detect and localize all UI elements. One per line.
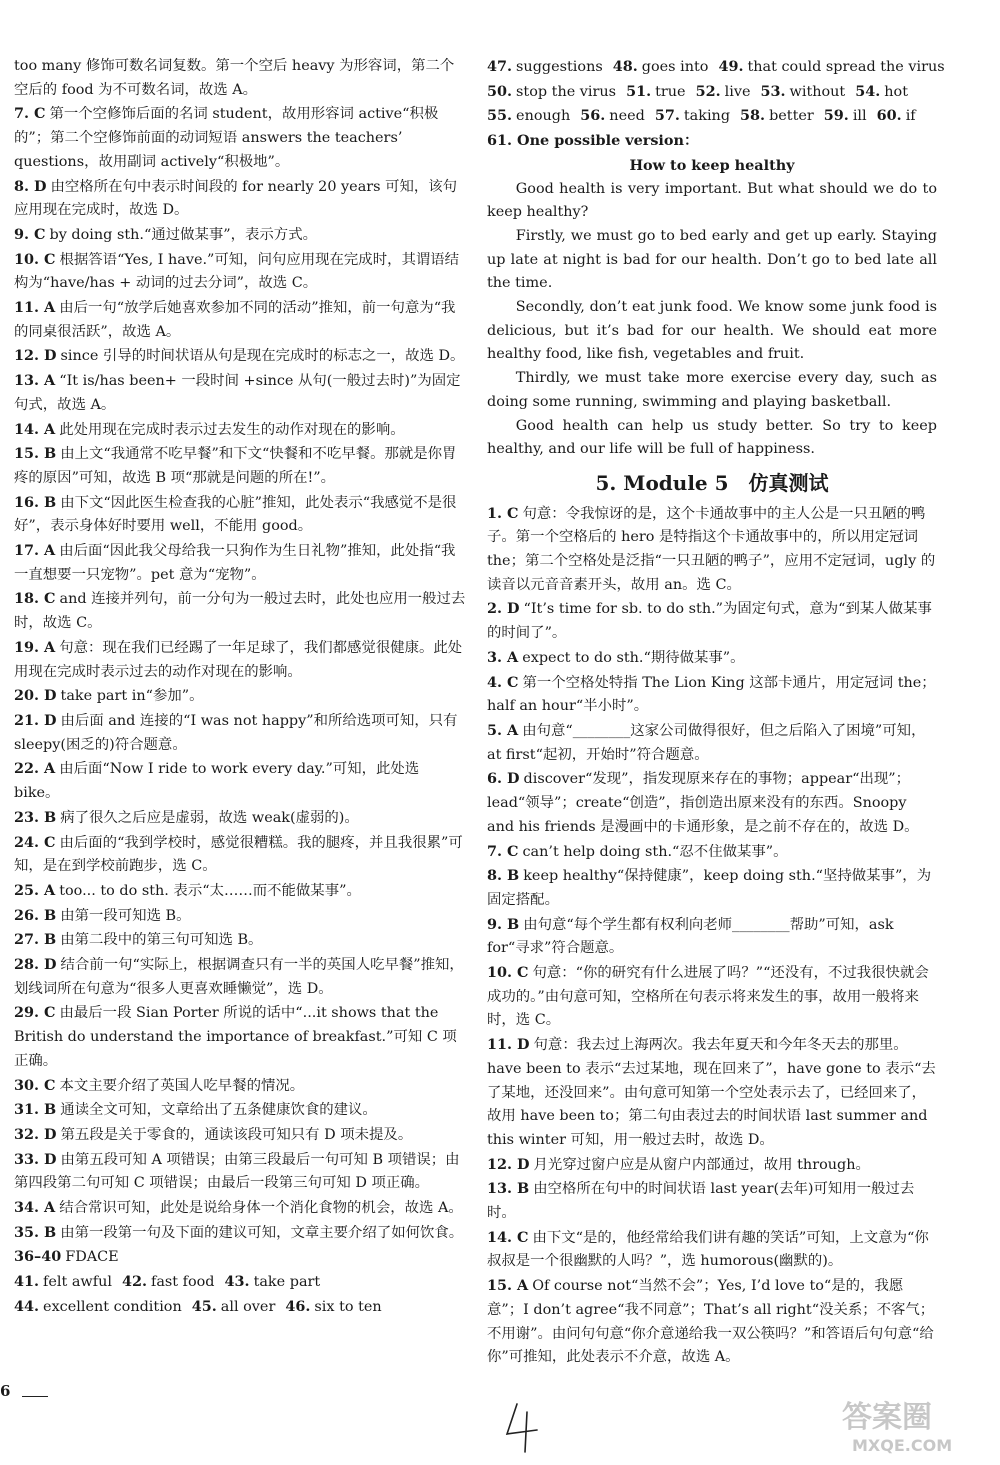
answer-number: 51.: [626, 82, 652, 100]
answer-number: 11. D: [487, 1036, 530, 1054]
answer-number: 58.: [740, 107, 766, 125]
essay-paragraph: Thirdly, we must take more exercise every day, such as doing some running, swimming and playing basketball.: [487, 370, 937, 410]
answer-explanation: too... to do sth. 表示“太……而不能做某事”。: [59, 882, 361, 899]
left-answer-item: [14, 418, 466, 443]
answer-explanation: Of course not“当然不会”；Yes, I’d love to“是的，我愿意”；I don’t agree“我不同意”；That’s all right“没关系；不客气；不用谢”。由问句句意“你介意递给我一双公筷吗？”和答语后句句意“给你”可推知，此处表示不介意，故选 A。: [487, 1278, 935, 1366]
answer-text: true: [655, 83, 686, 100]
answer-text: goes into: [641, 59, 709, 75]
answer-number: 31. B: [14, 1101, 57, 1119]
answer-explanation: 通读全文可知，文章给出了五条健康饮食的建议。: [60, 1102, 377, 1119]
answer-number: 18. C: [14, 590, 56, 608]
left-answer-item: [14, 223, 466, 248]
left-answer-item: [14, 296, 466, 344]
answer-text: fast food: [151, 1274, 215, 1291]
answer-number: 8. B: [487, 867, 520, 885]
answer-number: 55.: [487, 107, 513, 125]
left-answer-item: [14, 248, 466, 296]
answer-number: 56.: [580, 107, 606, 125]
answer-explanation: 由句意“每个学生都有权利向老师________帮助”可知，ask for“寻求”符合题意。: [487, 916, 894, 957]
right-answer-item: [487, 1226, 937, 1274]
watermark-title: 答案圈: [842, 1400, 932, 1435]
answer-explanation: 由后一句“放学后她喜欢参加不同的活动”推知，前一句意为“我的同桌很活跃”，故选 A。: [14, 300, 456, 340]
answer-number: 22. A: [14, 760, 56, 778]
answer-number: 17. A: [14, 542, 56, 560]
answer-number: 44.: [14, 1297, 40, 1315]
answer-text: enough: [516, 108, 571, 125]
answer-number: 3. A: [487, 648, 519, 666]
answer-number: 50.: [487, 82, 513, 100]
answer-explanation: since 引导的时间状语从句是现在完成时的标志之一，故选 D。: [60, 348, 465, 365]
left-answer-item: [14, 684, 466, 709]
answer-explanation: 句意：令我惊讶的是，这个卡通故事中的主人公是一只丑陋的鸭子。第一个空格后的 hero 是特指这个卡通故事中的，所以用定冠词 the；第二个空格处是泛指“一只丑陋的鸭子”，应用不定冠词，ugly 的读音以元音音素开头，故用 an。选 C。: [487, 505, 936, 593]
answer-text: all over: [220, 1298, 276, 1315]
answer-row: [487, 104, 937, 129]
answer-number: 52.: [695, 82, 721, 100]
answer-explanation: 根据答语“Yes, I have.”可知，问句应用现在完成时，其谓语结构为“have/has + 动词的过去分词”，故选 C。: [14, 251, 460, 292]
answer-number: 9. C: [14, 225, 46, 243]
left-answer-item: [14, 491, 466, 539]
answer-text: take part: [253, 1274, 321, 1291]
left-answer-item: [14, 928, 466, 953]
right-answer-item: [487, 840, 937, 865]
watermark-url: MXQE.COM: [852, 1436, 953, 1455]
left-answer-item: [14, 953, 466, 1001]
answer-number: 20. D: [14, 687, 57, 705]
left-answer-item: [14, 879, 466, 904]
answer-number: 2. D: [487, 600, 520, 618]
left-answer-item: [14, 757, 466, 805]
answer-text: FDACE: [65, 1249, 119, 1266]
page-number: 6: [0, 1382, 11, 1400]
essay-paragraph: Secondly, don’t eat junk food. We know some junk food is delicious, but it’s bad for our health. We should eat more healthy food, like fish, vegetables and fruit.: [487, 299, 937, 363]
left-answer-item: [14, 175, 466, 223]
answer-explanation: 此处用现在完成时表示过去发生的动作对现在的影响。: [59, 421, 405, 438]
answer-explanation: 本文主要介绍了英国人吃早餐的情况。: [59, 1077, 305, 1094]
answer-text: suggestions: [516, 59, 603, 75]
right-answer-item: [487, 1033, 937, 1153]
answer-number: 15. B: [14, 445, 57, 463]
answer-number: 47.: [487, 58, 513, 75]
answer-number: 53.: [760, 82, 786, 100]
left-answer-item: [14, 102, 466, 174]
answer-explanation: and 连接并列句，前一分句为一般过去时，此处也应用一般过去时，故选 C。: [14, 591, 466, 632]
answer-explanation: 由句意“________这家公司做得很好，但之后陷入了困境”可知，at first“起初，开始时”符合题意。: [487, 722, 926, 763]
answer-explanation: 由后面 and 连接的“I was not happy”和所给选项可知，只有 sleepy(困乏的)符合题意。: [14, 712, 458, 753]
answer-explanation: by doing sth.“通过做某事”，表示方式。: [49, 226, 317, 243]
answer-text: six to ten: [314, 1298, 382, 1315]
answer-explanation: discover“发现”，指发现原来存在的事物；appear“出现”；lead“领导”；create“创造”，指创造出原来没有的东西。Snoopy and his friends 是漫画中的卡通形象，是之前不存在的，故选 D。: [487, 771, 919, 835]
answer-explanation: 第一个空格处特指 The Lion King 这部卡通片，用定冠词 the；half an hour“半小时”。: [487, 674, 936, 715]
answer-explanation: 由最后一段 Sian Porter 所说的话中“...it shows that the British do understand the importance of breakfast.”可知 C 项正确。: [14, 1005, 457, 1069]
answer-explanation: 由第五段可知 A 项错误；由第三段最后一句可知 B 项错误；由第四段第二句可知 C 项错误；由最后一段第三句可知 D 项正确。: [14, 1151, 460, 1192]
answer-text: need: [609, 108, 645, 125]
answer-text: without: [789, 83, 846, 100]
left-answer-item: [14, 1196, 466, 1221]
left-answer-item: [14, 1221, 466, 1246]
left-answer-item: [14, 1074, 466, 1099]
left-answer-item: [14, 1148, 466, 1196]
answer-row: [14, 1270, 466, 1295]
answer-explanation: 由后面“Now I ride to work every day.”可知，此处选 bike。: [14, 761, 420, 802]
answer-explanation: 由后面“因此我父母给我一只狗作为生日礼物”推知，此处指“我一直想要一只宠物”。pet 意为“宠物”。: [14, 543, 456, 583]
left-answer-item: [14, 709, 466, 757]
right-answer-item: [487, 864, 937, 912]
answer-row: [487, 55, 945, 80]
right-answer-item: [487, 1177, 937, 1225]
answer-explanation: 由第一段可知选 B。: [60, 907, 191, 924]
left-answer-item: [14, 442, 466, 490]
answer-number: 10. C: [14, 250, 56, 268]
answer-number: 43.: [224, 1273, 250, 1291]
answer-explanation: “It’s time for sb. to do sth.”为固定句式，意为“到某人做某事的时间了”。: [487, 601, 932, 642]
right-answer-item: [487, 1274, 937, 1370]
right-answer-item: [487, 502, 937, 598]
answer-number: 16. B: [14, 493, 57, 511]
left-answer-item: [14, 1001, 466, 1073]
answer-number: 46.: [285, 1297, 311, 1315]
answer-number: 54.: [855, 82, 881, 100]
answer-explanation: 月光穿过窗户应是从窗户内部通过，故用 through。: [533, 1156, 870, 1173]
right-answer-item: [487, 961, 937, 1033]
answer-number: 30. C: [14, 1076, 56, 1094]
left-answer-item: [14, 587, 466, 635]
answer-number: 4. C: [487, 673, 519, 691]
answer-explanation: 第五段是关于零食的，通读该段可知只有 D 项未提及。: [60, 1126, 413, 1143]
answer-number: 61. One possible version：: [487, 132, 699, 150]
watermark: [822, 1389, 992, 1459]
answer-number: 35. B: [14, 1223, 57, 1241]
answer-explanation: 句意：“你的研究有什么进展了吗？”“还没有，不过我很快就会成功的。”由句意可知，空格所在句表示将来发生的事，故用一般将来时，选 C。: [487, 965, 929, 1029]
answer-number: 12. D: [14, 347, 57, 365]
answer-explanation: 由上文“我通常不吃早餐”和下文“快餐和不吃早餐。那就是你胃疼的原因”可知，故选 B 项“那就是问题的所在!”。: [14, 446, 457, 486]
answer-number: 10. C: [487, 964, 529, 982]
answer-number: 28. D: [14, 956, 57, 974]
answer-number: 24. C: [14, 833, 56, 851]
answer-number: 41.: [14, 1273, 40, 1291]
left-answer-item: [14, 55, 466, 102]
answer-number: 12. D: [487, 1155, 530, 1173]
answer-explanation: 结合前一句“实际上，根据调查只有一半的英国人吃早餐”推知，划线词所在句意为“很多人更喜欢睡懒觉”，选 D。: [14, 957, 464, 997]
left-answer-item: [14, 806, 466, 831]
answer-text: if: [905, 108, 916, 125]
answer-number: 19. A: [14, 638, 56, 656]
answer-text: felt awful: [43, 1274, 112, 1291]
answer-explanation: 句意：现在我们已经踢了一年足球了，我们都感觉很健康。此处用现在完成时表示过去的动作对现在的影响。: [14, 639, 463, 680]
answer-explanation: 由第二段中的第三句可知选 B。: [60, 932, 263, 949]
answer-explanation: can’t help doing sth.“忍不住做某事”。: [522, 843, 788, 860]
right-answer-item: [487, 597, 937, 645]
answer-row: [487, 80, 937, 105]
answer-row: [487, 129, 937, 154]
left-answer-item: [14, 539, 466, 587]
answer-number: 49.: [718, 58, 744, 75]
answer-number: 15. A: [487, 1277, 529, 1295]
answer-number: 14. C: [487, 1228, 529, 1246]
left-answer-item: [14, 831, 466, 879]
answer-number: 11. A: [14, 299, 56, 317]
answer-explanation: 由空格所在句中的时间状语 last year(去年)可知用一般过去时。: [487, 1181, 915, 1222]
answer-number: 5. A: [487, 721, 519, 739]
left-answer-item: [14, 1098, 466, 1123]
answer-text: ill: [852, 108, 867, 125]
left-answer-item: [14, 344, 466, 369]
right-column: [487, 55, 945, 1370]
answer-explanation: 病了很久之后应是虚弱，故选 weak(虚弱的)。: [60, 809, 359, 826]
essay-paragraph: Firstly, we must go to bed early and get up early. Staying up late at night is bad for our health. Don’t go to bed late all the time.: [487, 227, 937, 292]
right-answer-item: [487, 671, 937, 719]
answer-explanation: 由后面的“我到学校时，感觉很糟糕。我的腿疼，并且我很累”可知，是在到学校前跑步，选 C。: [14, 834, 463, 875]
essay-paragraph: Good health is very important. But what should we do to keep healthy?: [487, 180, 937, 221]
answer-explanation: 结合常识可知，此处是说给身体一个消化食物的机会，故选 A。: [59, 1200, 463, 1217]
answer-text: taking: [683, 108, 731, 125]
answer-number: 21. D: [14, 711, 57, 729]
section-title: 5. Module 5 仿真测试: [595, 470, 829, 495]
answer-number: 9. B: [487, 915, 520, 933]
answer-text: that could spread the virus: [747, 59, 945, 75]
answer-number: 23. B: [14, 808, 57, 826]
answer-number: 26. B: [14, 906, 57, 924]
answer-number: 45.: [191, 1297, 217, 1315]
right-answer-item: [487, 719, 937, 767]
right-answer-item: [487, 1153, 937, 1178]
answer-number: 8. D: [14, 177, 47, 195]
left-column: [14, 55, 466, 1320]
answer-explanation: keep healthy“保持健康”，keep doing sth.“坚持做某事”，为固定搭配。: [487, 868, 932, 908]
answer-explanation: too many 修饰可数名词复数。第一个空后 heavy 为形容词，第二个空后的 food 为不可数名词，故选 A。: [14, 58, 455, 98]
answer-explanation: “It is/has been+ 一段时间 +since 从句(一般过去时)”为固定句式，故选 A。: [14, 373, 461, 413]
answer-number: 48.: [612, 58, 638, 75]
answer-number: 25. A: [14, 881, 56, 899]
answer-number: 36–40: [14, 1248, 62, 1266]
answer-text: hot: [884, 83, 908, 100]
answer-text: excellent condition: [43, 1298, 182, 1315]
answer-number: 32. D: [14, 1125, 57, 1143]
answer-row: [14, 1245, 466, 1270]
answer-number: 7. C: [14, 105, 46, 123]
page-number-dash: [22, 1396, 48, 1397]
answer-number: 7. C: [487, 842, 519, 860]
right-answer-item: [487, 913, 937, 961]
answer-number: 27. B: [14, 931, 57, 949]
essay-title: How to keep healthy: [629, 156, 795, 174]
left-answer-item: [14, 1123, 466, 1148]
answer-number: 59.: [823, 107, 849, 125]
answer-number: 6. D: [487, 770, 520, 788]
answer-explanation: 由第一段第一句及下面的建议可知，文章主要介绍了如何饮食。: [60, 1224, 464, 1241]
answer-explanation: expect to do sth.“期待做某事”。: [522, 649, 745, 666]
answer-number: 34. A: [14, 1199, 56, 1217]
answer-row: [14, 1295, 466, 1320]
essay-paragraph: Good health can help us study better. So try to keep healthy, and our life will be full of happiness.: [487, 417, 937, 458]
answer-number: 42.: [121, 1273, 147, 1291]
answer-explanation: take part in“参加”。: [60, 688, 204, 705]
answer-text: stop the virus: [516, 83, 617, 100]
answer-text: live: [724, 83, 751, 100]
answer-number: 57.: [654, 107, 680, 125]
left-answer-item: [14, 636, 466, 684]
left-answer-item: [14, 369, 466, 417]
handwritten-mark: [503, 1400, 543, 1455]
answer-explanation: 句意：我去过上海两次。我去年夏天和今年冬天去的那里。have been to 表示“去过某地，现在回来了”，have gone to 表示“去了某地，还没回来”。由句意可知第一个空处表示去了，已经回来了，故用 have been to；第二句由表过去的时间状语 last summer and this winter 可知，用一般过去时，故选 D。: [487, 1037, 936, 1148]
answer-number: 14. A: [14, 420, 56, 438]
answer-explanation: 由空格所在句中表示时间段的 for nearly 20 years 可知，该句应用现在完成时，故选 D。: [14, 178, 458, 219]
answer-number: 13. B: [487, 1180, 530, 1198]
answer-number: 29. C: [14, 1004, 56, 1022]
answer-number: 33. D: [14, 1150, 57, 1168]
answer-number: 60.: [876, 107, 902, 125]
answer-text: better: [769, 108, 814, 125]
right-answer-item: [487, 646, 937, 671]
answer-explanation: 由下文“因此医生检查我的心脏”推知，此处表示“我感觉不是很好”，表示身体好时要用 well，不能用 good。: [14, 494, 457, 535]
answer-number: 1. C: [487, 504, 519, 522]
answer-number: 13. A: [14, 372, 56, 390]
left-answer-item: [14, 904, 466, 929]
answer-explanation: 由下文“是的，他经常给我们讲有趣的笑话”可知，上文意为“你叔叔是一个很幽默的人吗？”，选 humorous(幽默的)。: [487, 1229, 929, 1270]
right-answer-item: [487, 767, 937, 839]
answer-explanation: 第一个空修饰后面的名词 student，故用形容词 active“积极的”；第二个空修饰前面的动词短语 answers the teachers’ questions，故用副词 actively“积极地”。: [14, 106, 439, 170]
